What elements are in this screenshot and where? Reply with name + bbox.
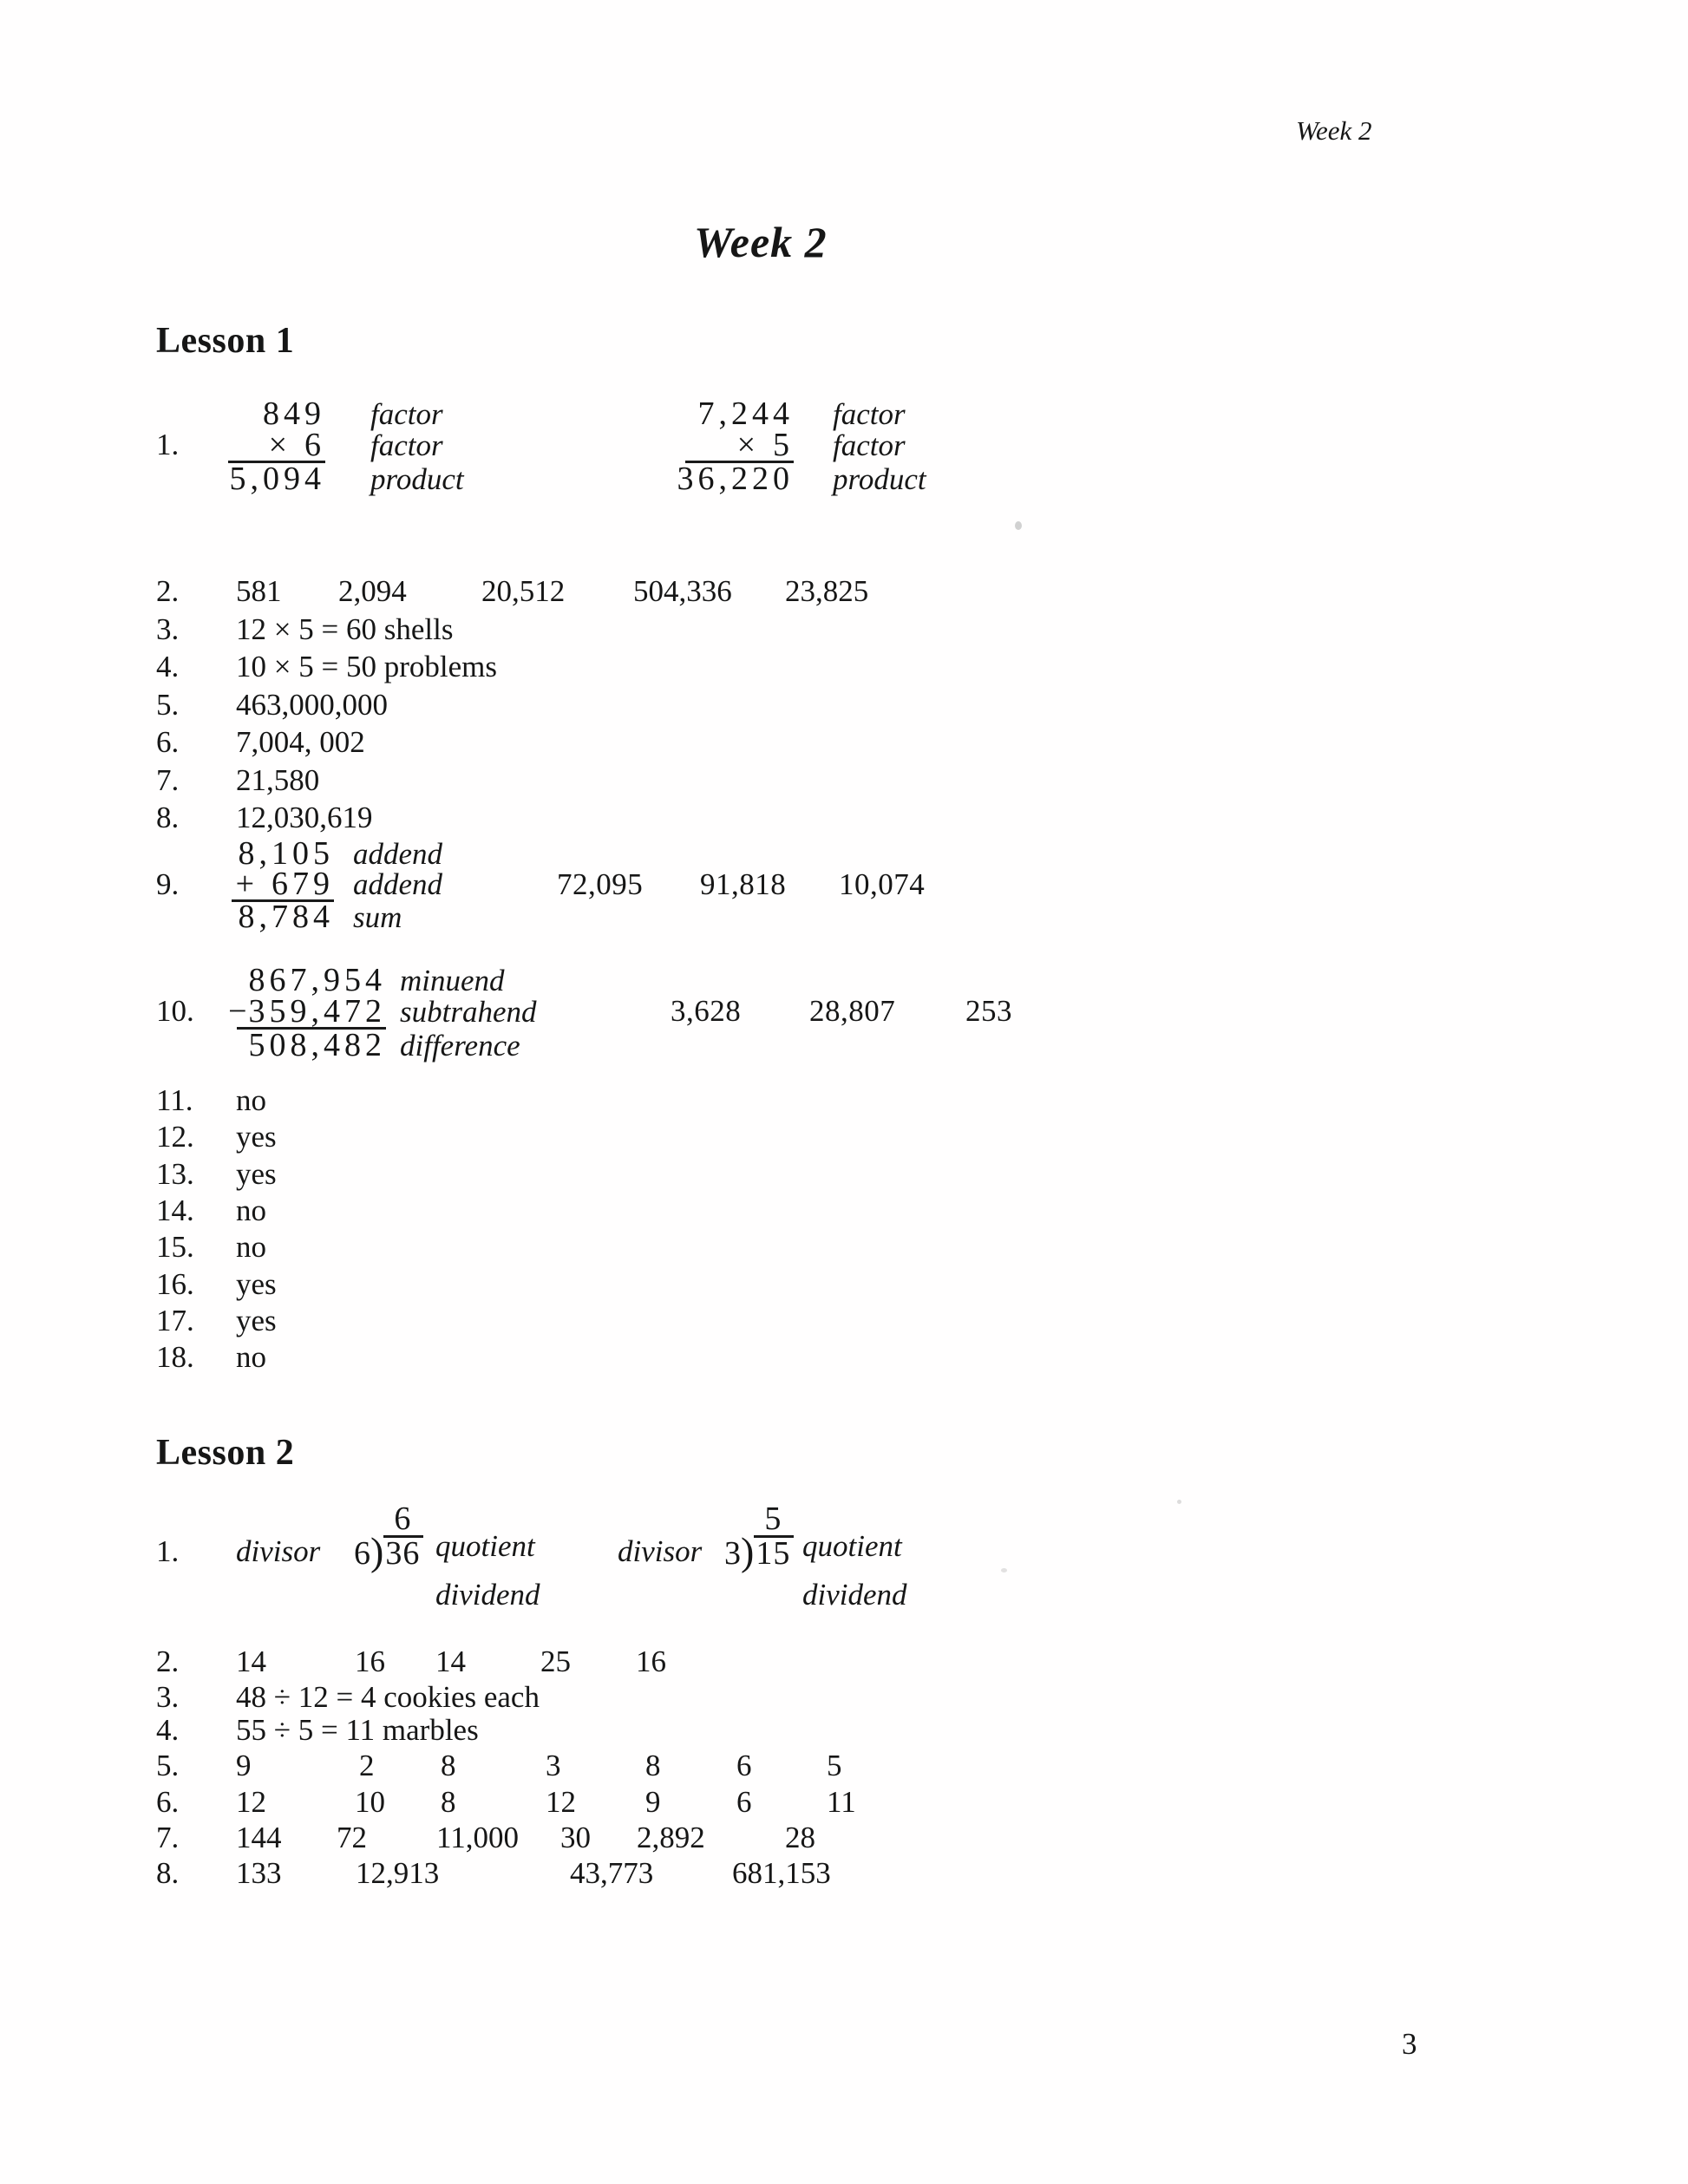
answer-value: 463,000,000 xyxy=(236,688,388,722)
quotient-value: 5 xyxy=(764,1501,782,1537)
answer-value: yes xyxy=(236,1120,277,1154)
answer-value: 7,004, 002 xyxy=(236,725,365,759)
term-label: minuend xyxy=(400,964,505,997)
problem-number: 16. xyxy=(156,1267,194,1301)
division-labels xyxy=(802,1522,907,1619)
problem-number: 6. xyxy=(156,1785,180,1819)
problem-number: 17. xyxy=(156,1304,194,1337)
answer-row xyxy=(156,1784,856,1821)
problem-number: 11. xyxy=(156,1083,193,1117)
factor-value: 6 xyxy=(304,427,325,463)
term-label: product xyxy=(370,462,464,496)
term-label: subtrahend xyxy=(400,995,537,1029)
minuend-value: 867,954 xyxy=(248,962,386,998)
problem-number: 4. xyxy=(156,1713,180,1747)
answer-row xyxy=(156,1229,266,1265)
factor-value: 7,244 xyxy=(697,396,794,432)
problem-number: 8. xyxy=(156,1856,180,1890)
answer-row xyxy=(156,1748,842,1784)
answer-value: 12 xyxy=(236,1785,266,1819)
problem-number: 8. xyxy=(156,801,180,834)
answer-row xyxy=(156,1679,540,1716)
multiply-sign: × xyxy=(736,427,756,463)
answer-value: 91,818 xyxy=(700,867,787,901)
problem-number: 7. xyxy=(156,1821,180,1854)
answer-value: 16 xyxy=(355,1645,385,1678)
problem-number: 1. xyxy=(156,1534,180,1568)
answer-row xyxy=(156,1082,266,1119)
answer-value: 14 xyxy=(236,1645,266,1678)
minus-sign: − xyxy=(228,993,247,1030)
answer-value: 28,807 xyxy=(809,994,896,1028)
plus-sign: + xyxy=(235,866,254,902)
problem-number: 2. xyxy=(156,574,180,608)
answer-value: 28 xyxy=(785,1821,815,1854)
term-label: sum xyxy=(353,900,402,934)
long-division xyxy=(724,1501,794,1573)
answer-value: 2 xyxy=(359,1749,375,1782)
answer-row xyxy=(156,1712,479,1749)
answer-row xyxy=(156,687,388,723)
answer-row xyxy=(156,1855,831,1892)
answer-value: no xyxy=(236,1230,266,1264)
answer-value: 43,773 xyxy=(570,1856,654,1890)
sum-value: 8,784 xyxy=(238,899,334,935)
answer-value: 2,094 xyxy=(338,574,407,608)
term-label: addend xyxy=(353,867,443,901)
problem-number: 10. xyxy=(156,994,194,1028)
answer-value: no xyxy=(236,1083,266,1117)
answer-row xyxy=(156,1644,666,1680)
answer-value: 133 xyxy=(236,1856,282,1890)
answer-value: 8 xyxy=(645,1749,661,1782)
difference-value: 508,482 xyxy=(248,1027,386,1063)
problem-number: 7. xyxy=(156,763,180,797)
answer-row xyxy=(156,1156,277,1193)
answer-value: 55 ÷ 5 = 11 marbles xyxy=(236,1713,479,1747)
answer-value: 12,030,619 xyxy=(236,801,373,834)
term-label: factor xyxy=(370,397,443,431)
division-bracket-icon: ) xyxy=(370,1529,384,1573)
answer-value: 3 xyxy=(546,1749,561,1782)
page-title: Week 2 xyxy=(694,218,828,266)
answer-value: 681,153 xyxy=(732,1856,831,1890)
subtrahend-value: 359,472 xyxy=(248,993,386,1030)
problem-number: 13. xyxy=(156,1157,194,1191)
problem-number: 6. xyxy=(156,725,180,759)
problem-number: 3. xyxy=(156,612,180,646)
problem-number: 5. xyxy=(156,688,180,722)
answer-value: 10 × 5 = 50 problems xyxy=(236,650,497,683)
answer-row xyxy=(156,649,497,685)
problem-number: 2. xyxy=(156,1645,180,1678)
answer-value: 72,095 xyxy=(557,867,644,901)
problem-number: 3. xyxy=(156,1680,180,1714)
answer-value: 8 xyxy=(441,1785,456,1819)
term-label: factor xyxy=(370,428,443,462)
answer-value: 30 xyxy=(560,1821,591,1854)
answer-value: 504,336 xyxy=(633,574,732,608)
answer-value: 14 xyxy=(435,1645,466,1678)
answer-value: no xyxy=(236,1340,266,1374)
answer-row xyxy=(156,1193,266,1229)
problem-number: 14. xyxy=(156,1193,194,1227)
multiplication-work-left xyxy=(228,396,464,497)
divisor-value: 6 xyxy=(354,1535,370,1572)
answer-row xyxy=(156,1303,277,1339)
term-label: dividend xyxy=(435,1578,540,1612)
division-diagram xyxy=(618,1503,991,1625)
answer-value: 6 xyxy=(736,1785,752,1819)
answer-row xyxy=(156,1339,266,1376)
dividend-value: 36 xyxy=(383,1535,423,1570)
answer-value: 10 xyxy=(355,1785,385,1819)
divisor-value: 3 xyxy=(724,1535,741,1572)
answer-value: 25 xyxy=(540,1645,571,1678)
answer-value: 9 xyxy=(236,1749,252,1782)
answer-row xyxy=(156,762,319,799)
divisor-word: divisor xyxy=(236,1534,321,1568)
multiply-sign: × xyxy=(268,427,287,463)
multiplication-work-right xyxy=(677,396,926,497)
answer-value: 10,074 xyxy=(839,867,926,901)
problem-number: 18. xyxy=(156,1340,194,1374)
answer-value: 23,825 xyxy=(785,574,869,608)
scan-artifact xyxy=(1015,521,1022,530)
division-diagram xyxy=(236,1503,609,1625)
answer-row xyxy=(156,724,365,761)
answer-value: 48 ÷ 12 = 4 cookies each xyxy=(236,1680,540,1714)
answer-row xyxy=(156,1820,815,1856)
division-labels xyxy=(435,1522,540,1619)
answer-value: 12,913 xyxy=(356,1856,440,1890)
scan-artifact xyxy=(1177,1500,1181,1504)
answer-value: 9 xyxy=(645,1785,661,1819)
problem-number: 9. xyxy=(156,867,180,901)
answer-value: yes xyxy=(236,1267,277,1301)
answer-value: 253 xyxy=(965,994,1012,1028)
addend-value: 8,105 xyxy=(238,835,334,872)
problem-number: 5. xyxy=(156,1749,180,1782)
answer-value: no xyxy=(236,1193,266,1227)
answer-value: 3,628 xyxy=(671,994,742,1028)
answer-value: 20,512 xyxy=(481,574,566,608)
addition-work xyxy=(232,835,926,935)
answer-row xyxy=(156,611,453,648)
product-value: 36,220 xyxy=(677,461,794,497)
answer-value: 144 xyxy=(236,1821,282,1854)
term-label: quotient xyxy=(802,1529,902,1563)
answer-value: 6 xyxy=(736,1749,752,1782)
answer-value: 12 × 5 = 60 shells xyxy=(236,612,454,646)
term-label: product xyxy=(833,462,926,496)
answer-value: 8 xyxy=(441,1749,456,1782)
lesson1-heading: Lesson 1 xyxy=(156,321,295,361)
answer-value: yes xyxy=(236,1157,277,1191)
answer-value: 5 xyxy=(827,1749,842,1782)
running-header: Week 2 xyxy=(1296,115,1372,146)
answer-row xyxy=(156,573,868,610)
term-label: dividend xyxy=(802,1578,907,1612)
answer-value: yes xyxy=(236,1304,277,1337)
division-bracket-icon: ) xyxy=(741,1529,755,1573)
term-label: difference xyxy=(400,1029,520,1063)
page-number: 3 xyxy=(1402,2027,1417,2061)
addend-value: 679 xyxy=(272,866,334,902)
answer-value: 581 xyxy=(236,574,282,608)
answer-value: 16 xyxy=(636,1645,666,1678)
answer-row xyxy=(156,1119,277,1155)
problem-number: 15. xyxy=(156,1230,194,1264)
term-label: factor xyxy=(833,397,906,431)
problem-number: 1. xyxy=(156,428,180,461)
dividend-value: 15 xyxy=(754,1535,794,1570)
subtraction-work xyxy=(228,962,1012,1063)
lesson2-heading: Lesson 2 xyxy=(156,1433,295,1473)
answer-row xyxy=(156,800,373,836)
term-label: factor xyxy=(833,428,906,462)
answer-value: 72 xyxy=(337,1821,367,1854)
factor-value: 5 xyxy=(773,427,794,463)
divisor-word: divisor xyxy=(618,1534,703,1568)
answer-row xyxy=(156,1266,277,1303)
problem-number: 12. xyxy=(156,1120,194,1154)
term-label: addend xyxy=(353,837,443,871)
product-value: 5,094 xyxy=(229,461,325,497)
answer-value: 11,000 xyxy=(436,1821,519,1854)
answer-value: 21,580 xyxy=(236,763,320,797)
problem-number: 4. xyxy=(156,650,180,683)
answer-value: 12 xyxy=(546,1785,576,1819)
quotient-value: 6 xyxy=(394,1501,412,1537)
answer-value: 2,892 xyxy=(637,1821,705,1854)
long-division xyxy=(354,1501,423,1573)
scan-artifact xyxy=(1001,1568,1007,1573)
answer-value: 11 xyxy=(827,1785,856,1819)
factor-value: 849 xyxy=(263,396,325,432)
term-label: quotient xyxy=(435,1529,535,1563)
